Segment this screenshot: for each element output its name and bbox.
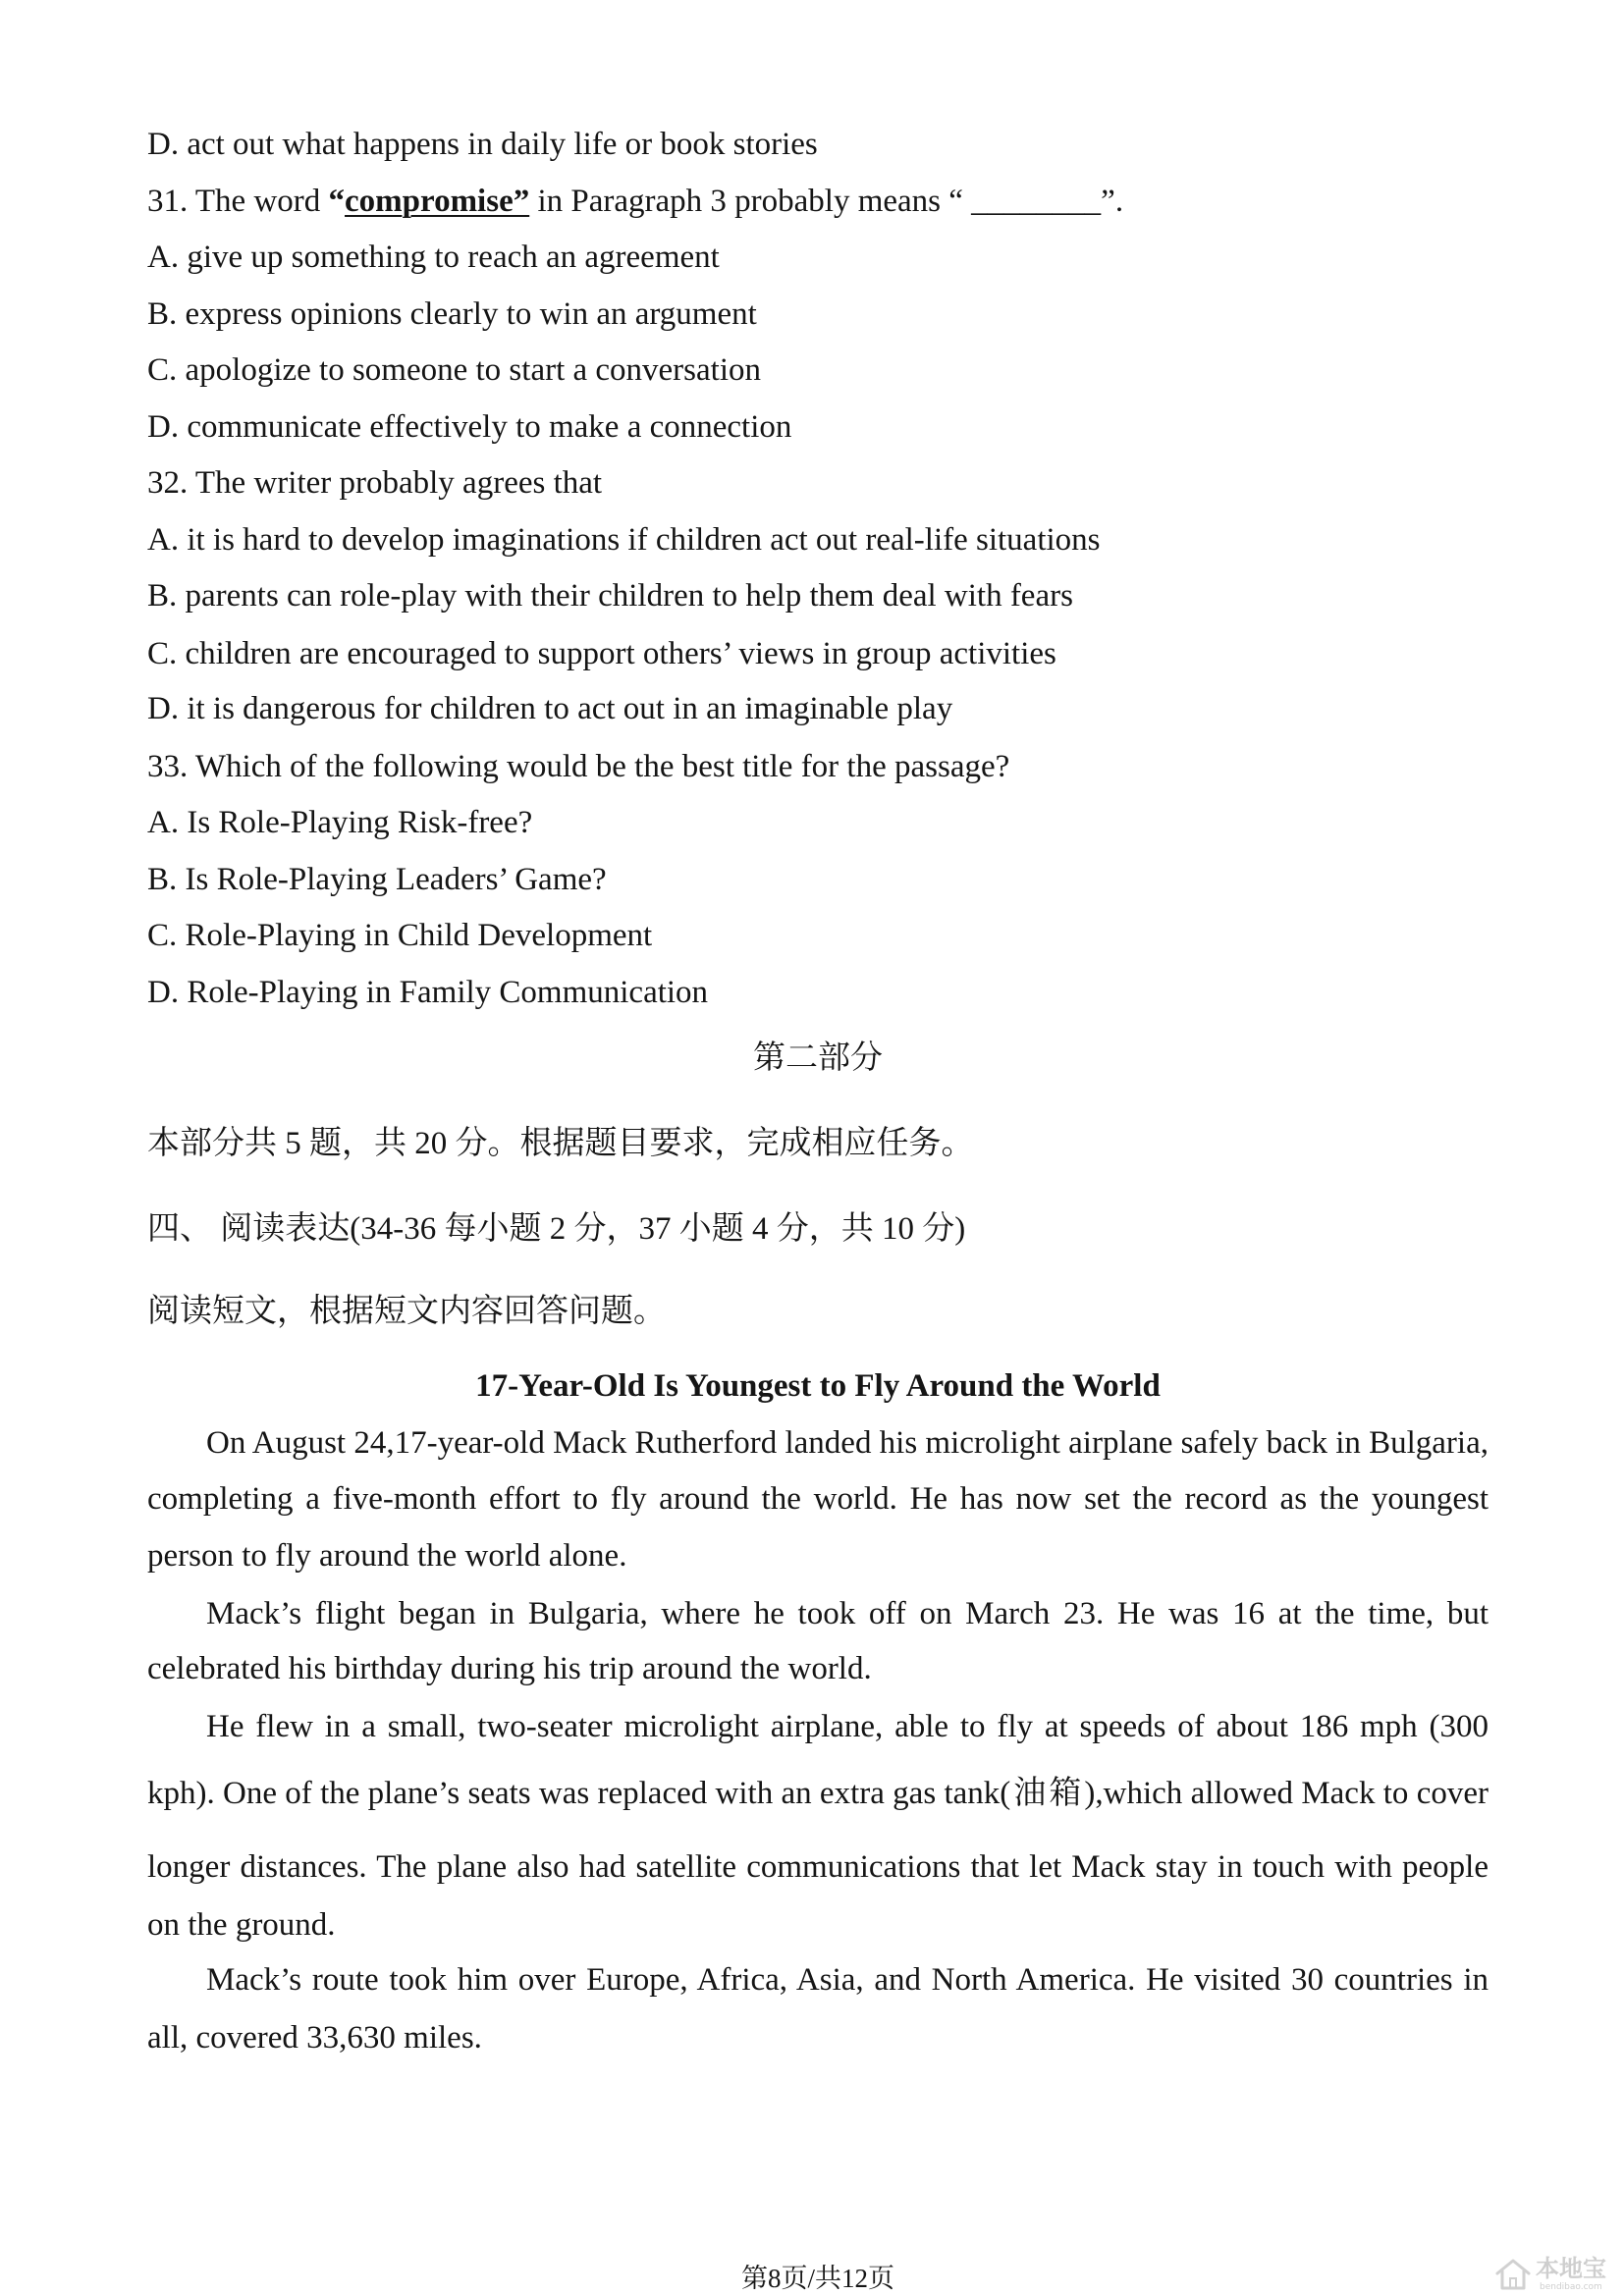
watermark-brand: 本地宝 [1536,2255,1606,2282]
q31-option-d: D. communicate effectively to make a connection [147,409,792,445]
q31-stem [147,182,1123,221]
q33-option-c: C. Role-Playing in Child Development [147,918,653,953]
paragraph-line: kph). One of the plane’s seats was replaced with an extra gas tank(油箱),which allowed Mack to cover [147,1776,1489,1811]
paragraph-line: celebrated his birthday during his trip around the world. [147,1651,872,1686]
q31-stem-prefix: 31. The word [147,184,329,219]
q31-open-quote: “ [328,184,346,219]
q33-option-a: A. Is Role-Playing Risk-free? [147,805,533,840]
q32-option-a: A. it is hard to develop imaginations if children act out real-life situations [147,522,1101,558]
q33-option-b: B. Is Role-Playing Leaders’ Game? [147,862,607,897]
paragraph-line: Mack’s route took him over Europe, Africa, Asia, and North America. He visited 30 countries in [206,1962,1489,1998]
paragraph-line: person to fly around the world alone. [147,1538,627,1574]
q33-stem: 33. Which of the following would be the best title for the passage? [147,749,1010,784]
part-two-heading: 第二部分 [753,1041,883,1076]
watermark-site: bendibao.com [1540,2282,1602,2292]
q32-stem: 32. The writer probably agrees that [147,465,603,501]
q31-stem-suffix: in Paragraph 3 probably means “ ________”. [529,184,1124,219]
q31-keyword-group [329,184,530,219]
paragraph-line: on the ground. [147,1907,336,1943]
q32-option-c: C. children are encouraged to support others’ views in group activities [147,636,1056,671]
q31-keyword: compromise” [345,184,530,219]
paragraph-line: completing a five-month effort to fly around the world. He has now set the record as the youngest [147,1481,1489,1517]
house-icon [1494,2258,1532,2291]
q31-option-c: C. apologize to someone to start a conversation [147,352,762,388]
passage-title: 17-Year-Old Is Youngest to Fly Around the World [475,1368,1161,1404]
part-two-instructions: 本部分共 5 题，共 20 分。根据题目要求，完成相应任务。 [147,1126,974,1161]
page-number: 第8页/共12页 [740,2264,894,2293]
paragraph-line: Mack’s flight began in Bulgaria, where he took off on March 23. He was 16 at the time, but [206,1596,1489,1631]
q33-option-d: D. Role-Playing in Family Communication [147,975,709,1010]
q32-option-d: D. it is dangerous for children to act out in an imaginable play [147,691,953,726]
paragraph-line: On August 24,17-year-old Mack Rutherford landed his microlight airplane safely back in Bulgaria, [206,1425,1489,1461]
paragraph-line: He flew in a small, two-seater microlight airplane, able to fly at speeds of about 186 mph (300 [206,1709,1489,1744]
section-four-title: 四、 阅读表达(34-36 每小题 2 分，37 小题 4 分，共 10 分) [147,1211,966,1247]
watermark-logo [1494,2256,1620,2295]
paragraph-line: longer distances. The plane also had satellite communications that let Mack stay in touch with people [147,1849,1489,1885]
q31-option-a: A. give up something to reach an agreement [147,240,720,275]
q31-option-b: B. express opinions clearly to win an argument [147,296,757,332]
q32-option-b: B. parents can role-play with their children to help them deal with fears [147,578,1073,614]
reading-directions: 阅读短文，根据短文内容回答问题。 [147,1294,666,1329]
paragraph-line: all, covered 33,630 miles. [147,2020,482,2056]
q30-option-d: D. act out what happens in daily life or book stories [147,127,818,162]
